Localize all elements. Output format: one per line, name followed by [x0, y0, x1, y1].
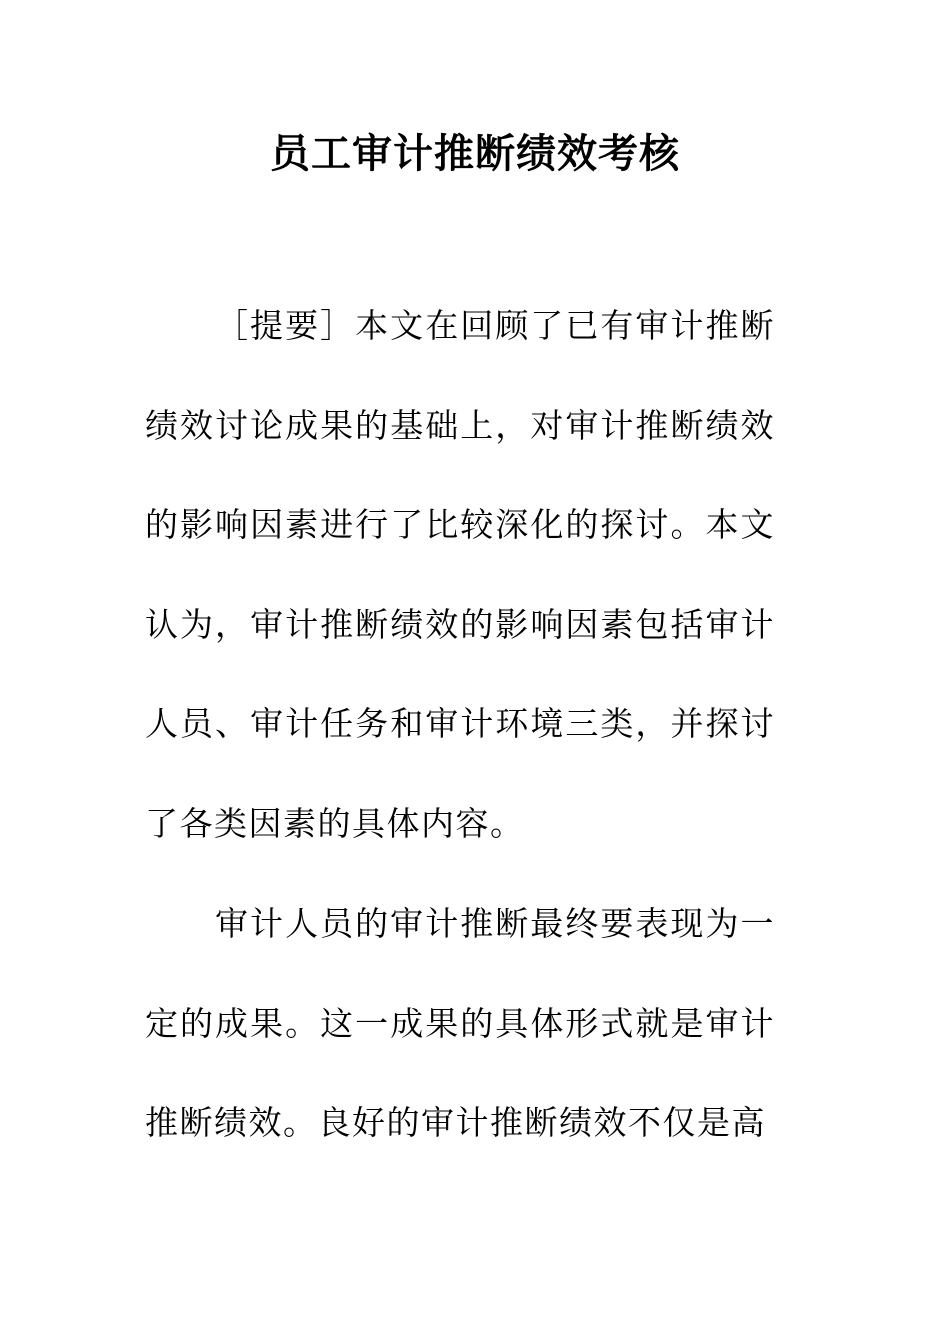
abstract-paragraph: ［提要］本文在回顾了已有审计推断绩效讨论成果的基础上，对审计推断绩效的影响因素进行了比较深化的探讨。本文认为，审计推断绩效的影响因素包括审计人员、审计任务和审计环境三类，并探讨了各类因素的具体内容。 [145, 306, 775, 843]
body-paragraph: 审计人员的审计推断最终要表现为一定的成果。这一成果的具体形式就是审计推断绩效。良好的审计推断绩效不仅是高 [145, 904, 775, 1142]
document-title: 员工审计推断绩效考核 [270, 131, 680, 177]
